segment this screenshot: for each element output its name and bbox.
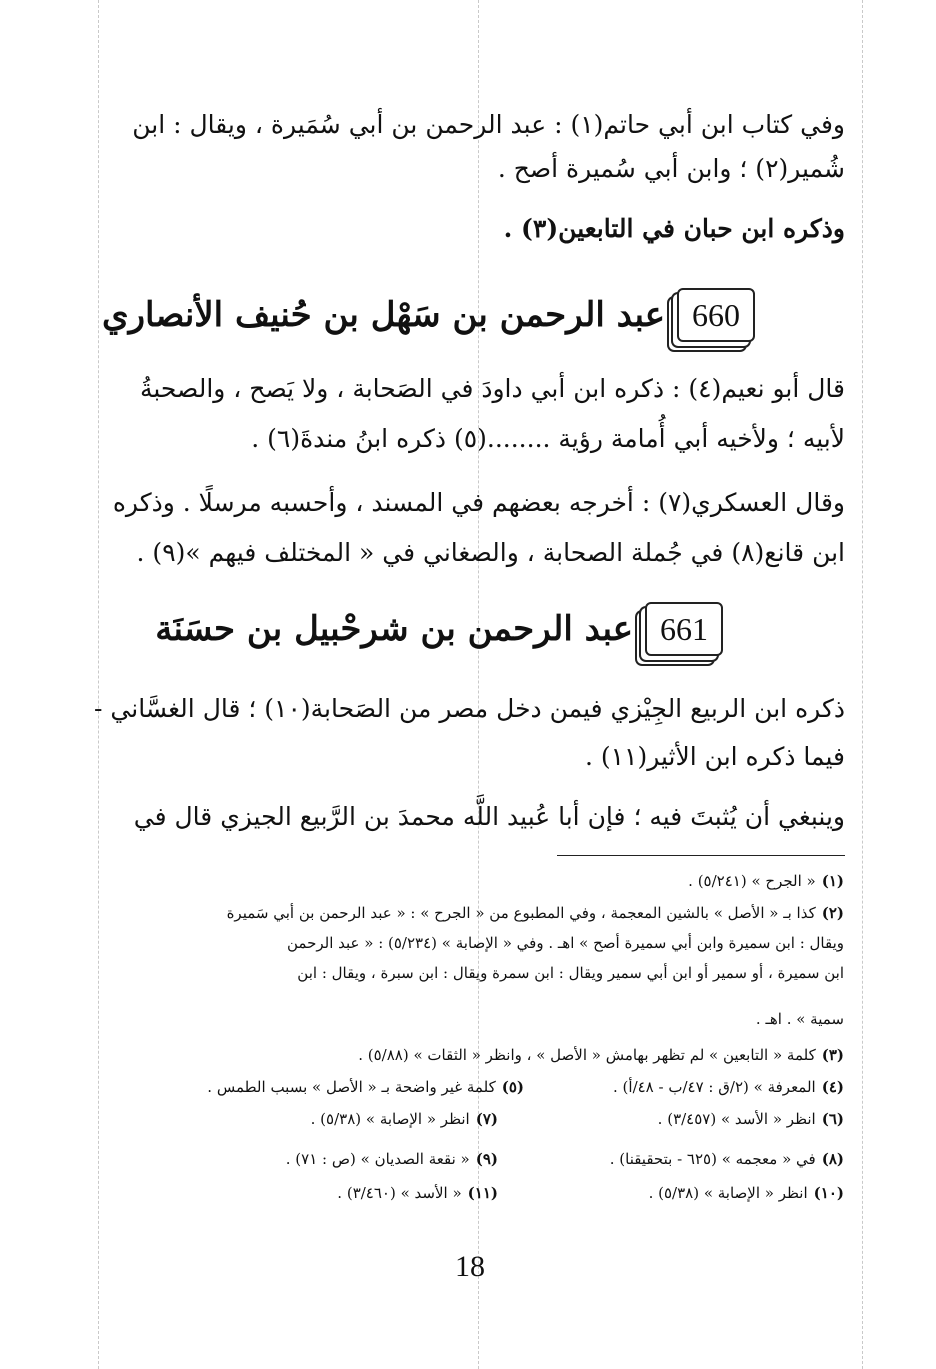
scan-margin-line xyxy=(98,0,99,1369)
text-line: ابن قانع(٨) في جُملة الصحابة ، والصغاني في « المختلف فيهم »(٩) . xyxy=(136,538,845,567)
footnote xyxy=(358,1044,844,1066)
footnote-number: (١) xyxy=(821,872,844,890)
footnote xyxy=(286,1148,498,1170)
scan-margin-line xyxy=(862,0,863,1369)
footnote-number: (١١) xyxy=(467,1184,498,1202)
text-line: شُمير(٢) ؛ وابن أبي سُميرة أصح . xyxy=(497,154,845,183)
entry-heading xyxy=(105,602,845,662)
text-line: وينبغي أن يُثبتَ فيه ؛ فإن أبا عُبيد اللَّه محمدَ بن الرَّبيع الجيزي قال في xyxy=(133,802,845,831)
entry-paragraph xyxy=(105,372,845,572)
footnote xyxy=(610,1148,844,1170)
footnote xyxy=(207,1076,524,1098)
text-line: وذكره ابن حبان في التابعين(٣) . xyxy=(503,214,845,243)
text-line: ذكره ابن الربيع الجِيْزي فيمن دخل مصر من الصَحابة(١٠) ؛ قال الغسَّاني - xyxy=(94,694,845,723)
text-line: لأبيه ؛ ولأخيه أبي أُمامة رؤية ........(٥) ذكره ابنُ مندةَ(٦) . xyxy=(251,424,845,453)
footnote-number: (٢) xyxy=(821,904,844,922)
page-number: 18 xyxy=(455,1250,485,1283)
footnote xyxy=(649,1182,844,1204)
footnote-number: (٩) xyxy=(475,1150,498,1168)
footnote-text: انظر « الأسد » (٣/٤٥٧) . xyxy=(657,1110,816,1128)
entry-number-box: 661 xyxy=(645,602,723,656)
footnote xyxy=(658,1108,844,1130)
footnote-text: كلمة « التابعين » لم تظهر بهامش « الأصل » ، وانظر « الثقات » (٥/٨٨) . xyxy=(358,1046,816,1064)
intro-paragraph xyxy=(105,108,845,243)
footnote-number: (٣) xyxy=(821,1046,844,1064)
entry-number-box: 660 xyxy=(677,288,755,342)
footnote xyxy=(227,902,844,924)
footnote xyxy=(337,1182,498,1204)
entry-heading xyxy=(101,288,845,348)
entry-title: عبد الرحمن بن شرحْبيل بن حسَنَة xyxy=(155,609,633,649)
footnote-text: « نقعة الصديان » (ص : ٧١) . xyxy=(285,1150,470,1168)
footnote-number: (٤) xyxy=(821,1078,844,1096)
footnote-number: (١٠) xyxy=(813,1184,844,1202)
footnote-number: (٥) xyxy=(501,1078,524,1096)
text-line: قال أبو نعيم(٤) : ذكره ابن أبي داودَ في الصَحابة ، ولا يَصح ، والصحبةُ xyxy=(139,374,845,403)
footnote-text: انظر « الإصابة » (٥/٣٨) . xyxy=(648,1184,808,1202)
footnote-text: « الأسد » (٣/٤٦٠) . xyxy=(337,1184,462,1202)
text-line: فيما ذكره ابن الأثير(١١) . xyxy=(584,742,845,771)
footnote-text: المعرفة » (٢/ق : ٤٧/ب - ٤٨/أ) . xyxy=(613,1078,816,1096)
footnote-number: (٨) xyxy=(821,1150,844,1168)
text-line: وفي كتاب ابن أبي حاتم(١) : عبد الرحمن بن أبي سُمَيرة ، ويقال : ابن xyxy=(132,110,845,139)
footnote-text: انظر « الإصابة » (٥/٣٨) . xyxy=(310,1110,470,1128)
entry-title: عبد الرحمن بن سَهْل بن حُنيف الأنصاري xyxy=(101,295,665,335)
footnote-continuation: ويقال : ابن سميرة وابن أبي سميرة أصح » اهـ . وفي « الإصابة » (٥/٢٣٤) : « عبد الرحمن xyxy=(286,934,844,952)
footnote xyxy=(311,1108,498,1130)
footnote-continuation: سمية » . اهـ . xyxy=(755,1010,844,1028)
footnote-text: كذا بـ « الأصل » بالشين المعجمة ، وفي المطبوع من « الجرح » : « عبد الرحمن بن أبي سَميرة xyxy=(226,904,816,922)
footnote-number: (٦) xyxy=(821,1110,844,1128)
text-line: وقال العسكري(٧) : أخرجه بعضهم في المسند ، وأحسبه مرسلًا . وذكره xyxy=(112,488,845,517)
footnote-separator xyxy=(557,855,845,856)
footnote-number: (٧) xyxy=(475,1110,498,1128)
footnote xyxy=(688,870,844,892)
entry-paragraph xyxy=(94,692,845,842)
footnote-text: في « معجمه » (٦٢٥ - بتحقيقنا) . xyxy=(609,1150,816,1168)
footnote-continuation: ابن سميرة ، أو سمير أو ابن أبي سمير ويقال : ابن سمرة ويقال : ابن سبرة ، ويقال : ابن xyxy=(297,964,844,982)
footnote xyxy=(613,1076,844,1098)
footnote-text: كلمة غير واضحة بـ « الأصل » بسبب الطمس . xyxy=(207,1078,496,1096)
footnote-text: « الجرح » (٥/٢٤١) . xyxy=(688,872,816,890)
